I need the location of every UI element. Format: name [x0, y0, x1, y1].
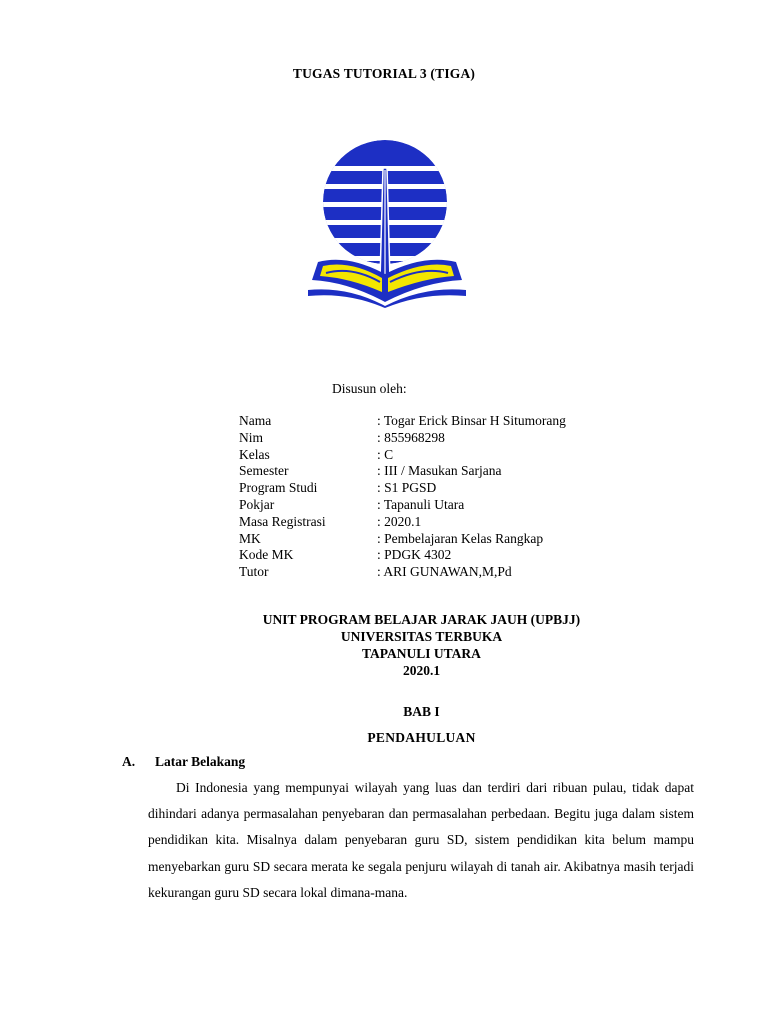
info-label: Nim: [239, 429, 264, 445]
section-number: A.: [122, 754, 136, 769]
institution-block: [0, 611, 768, 679]
info-row-semester: [239, 463, 566, 480]
info-label: Kode MK: [239, 547, 294, 563]
info-value: : ARI GUNAWAN,M,Pd: [377, 564, 512, 580]
info-value: : PDGK 4302: [377, 547, 452, 563]
info-label: Tutor: [239, 564, 269, 580]
chapter-number: BAB I: [403, 704, 440, 719]
info-label: Program Studi: [239, 480, 318, 496]
info-row-kode-mk: [239, 547, 566, 564]
section-title: Latar Belakang: [155, 754, 246, 769]
info-label: Nama: [239, 413, 272, 428]
info-value: : III / Masukan Sarjana: [377, 463, 502, 479]
info-value: : C: [377, 446, 394, 462]
document-title: TUGAS TUTORIAL 3 (TIGA): [292, 66, 476, 81]
info-row-mk: [239, 531, 566, 548]
info-label: MK: [239, 530, 261, 546]
info-row-tutor: [239, 564, 566, 581]
institution-line: UNIT PROGRAM BELAJAR JARAK JAUH (UPBJJ): [262, 612, 581, 627]
info-label: Semester: [239, 463, 289, 479]
body-paragraph: Di Indonesia yang mempunyai wilayah yang luas dan terdiri dari ribuan pulau, tidak dapat dihindari adanya permasalahan penyebaran dan permasalahan perbedaan. Begitu juga dalam sistem pendidikan kita. Misalnya dalam penyebaran guru SD, sistem pendidikan kita belum mampu menyebarkan guru SD secara merata ke segala penjuru wilayah di tanah air. Akibatnya masih terjadi kekurangan guru SD secara lokal dimana-mana.: [148, 780, 694, 900]
universitas-terbuka-logo: [308, 140, 466, 308]
info-label: Kelas: [239, 446, 270, 462]
info-value: : Pembelajaran Kelas Rangkap: [377, 530, 544, 546]
info-value: : 2020.1: [377, 513, 422, 529]
author-info-table: [239, 413, 566, 581]
institution-line: TAPANULI UTARA: [362, 646, 481, 661]
info-row-kelas: [239, 447, 566, 464]
info-label: Masa Registrasi: [239, 513, 326, 529]
chapter-title: PENDAHULUAN: [367, 730, 476, 745]
info-row-nama: [239, 413, 566, 430]
institution-line: UNIVERSITAS TERBUKA: [340, 629, 503, 644]
institution-year: 2020.1: [402, 663, 441, 678]
info-label: Pokjar: [239, 496, 275, 512]
info-row-program-studi: [239, 480, 566, 497]
info-row-nim: [239, 430, 566, 447]
info-value: : Togar Erick Binsar H Situmorang: [377, 413, 566, 428]
info-row-masa-registrasi: [239, 514, 566, 531]
info-value: : Tapanuli Utara: [377, 496, 465, 512]
info-value: : 855968298: [377, 429, 445, 445]
info-row-pokjar: [239, 497, 566, 514]
info-value: : S1 PGSD: [377, 480, 437, 496]
byline: Disusun oleh:: [332, 381, 407, 396]
